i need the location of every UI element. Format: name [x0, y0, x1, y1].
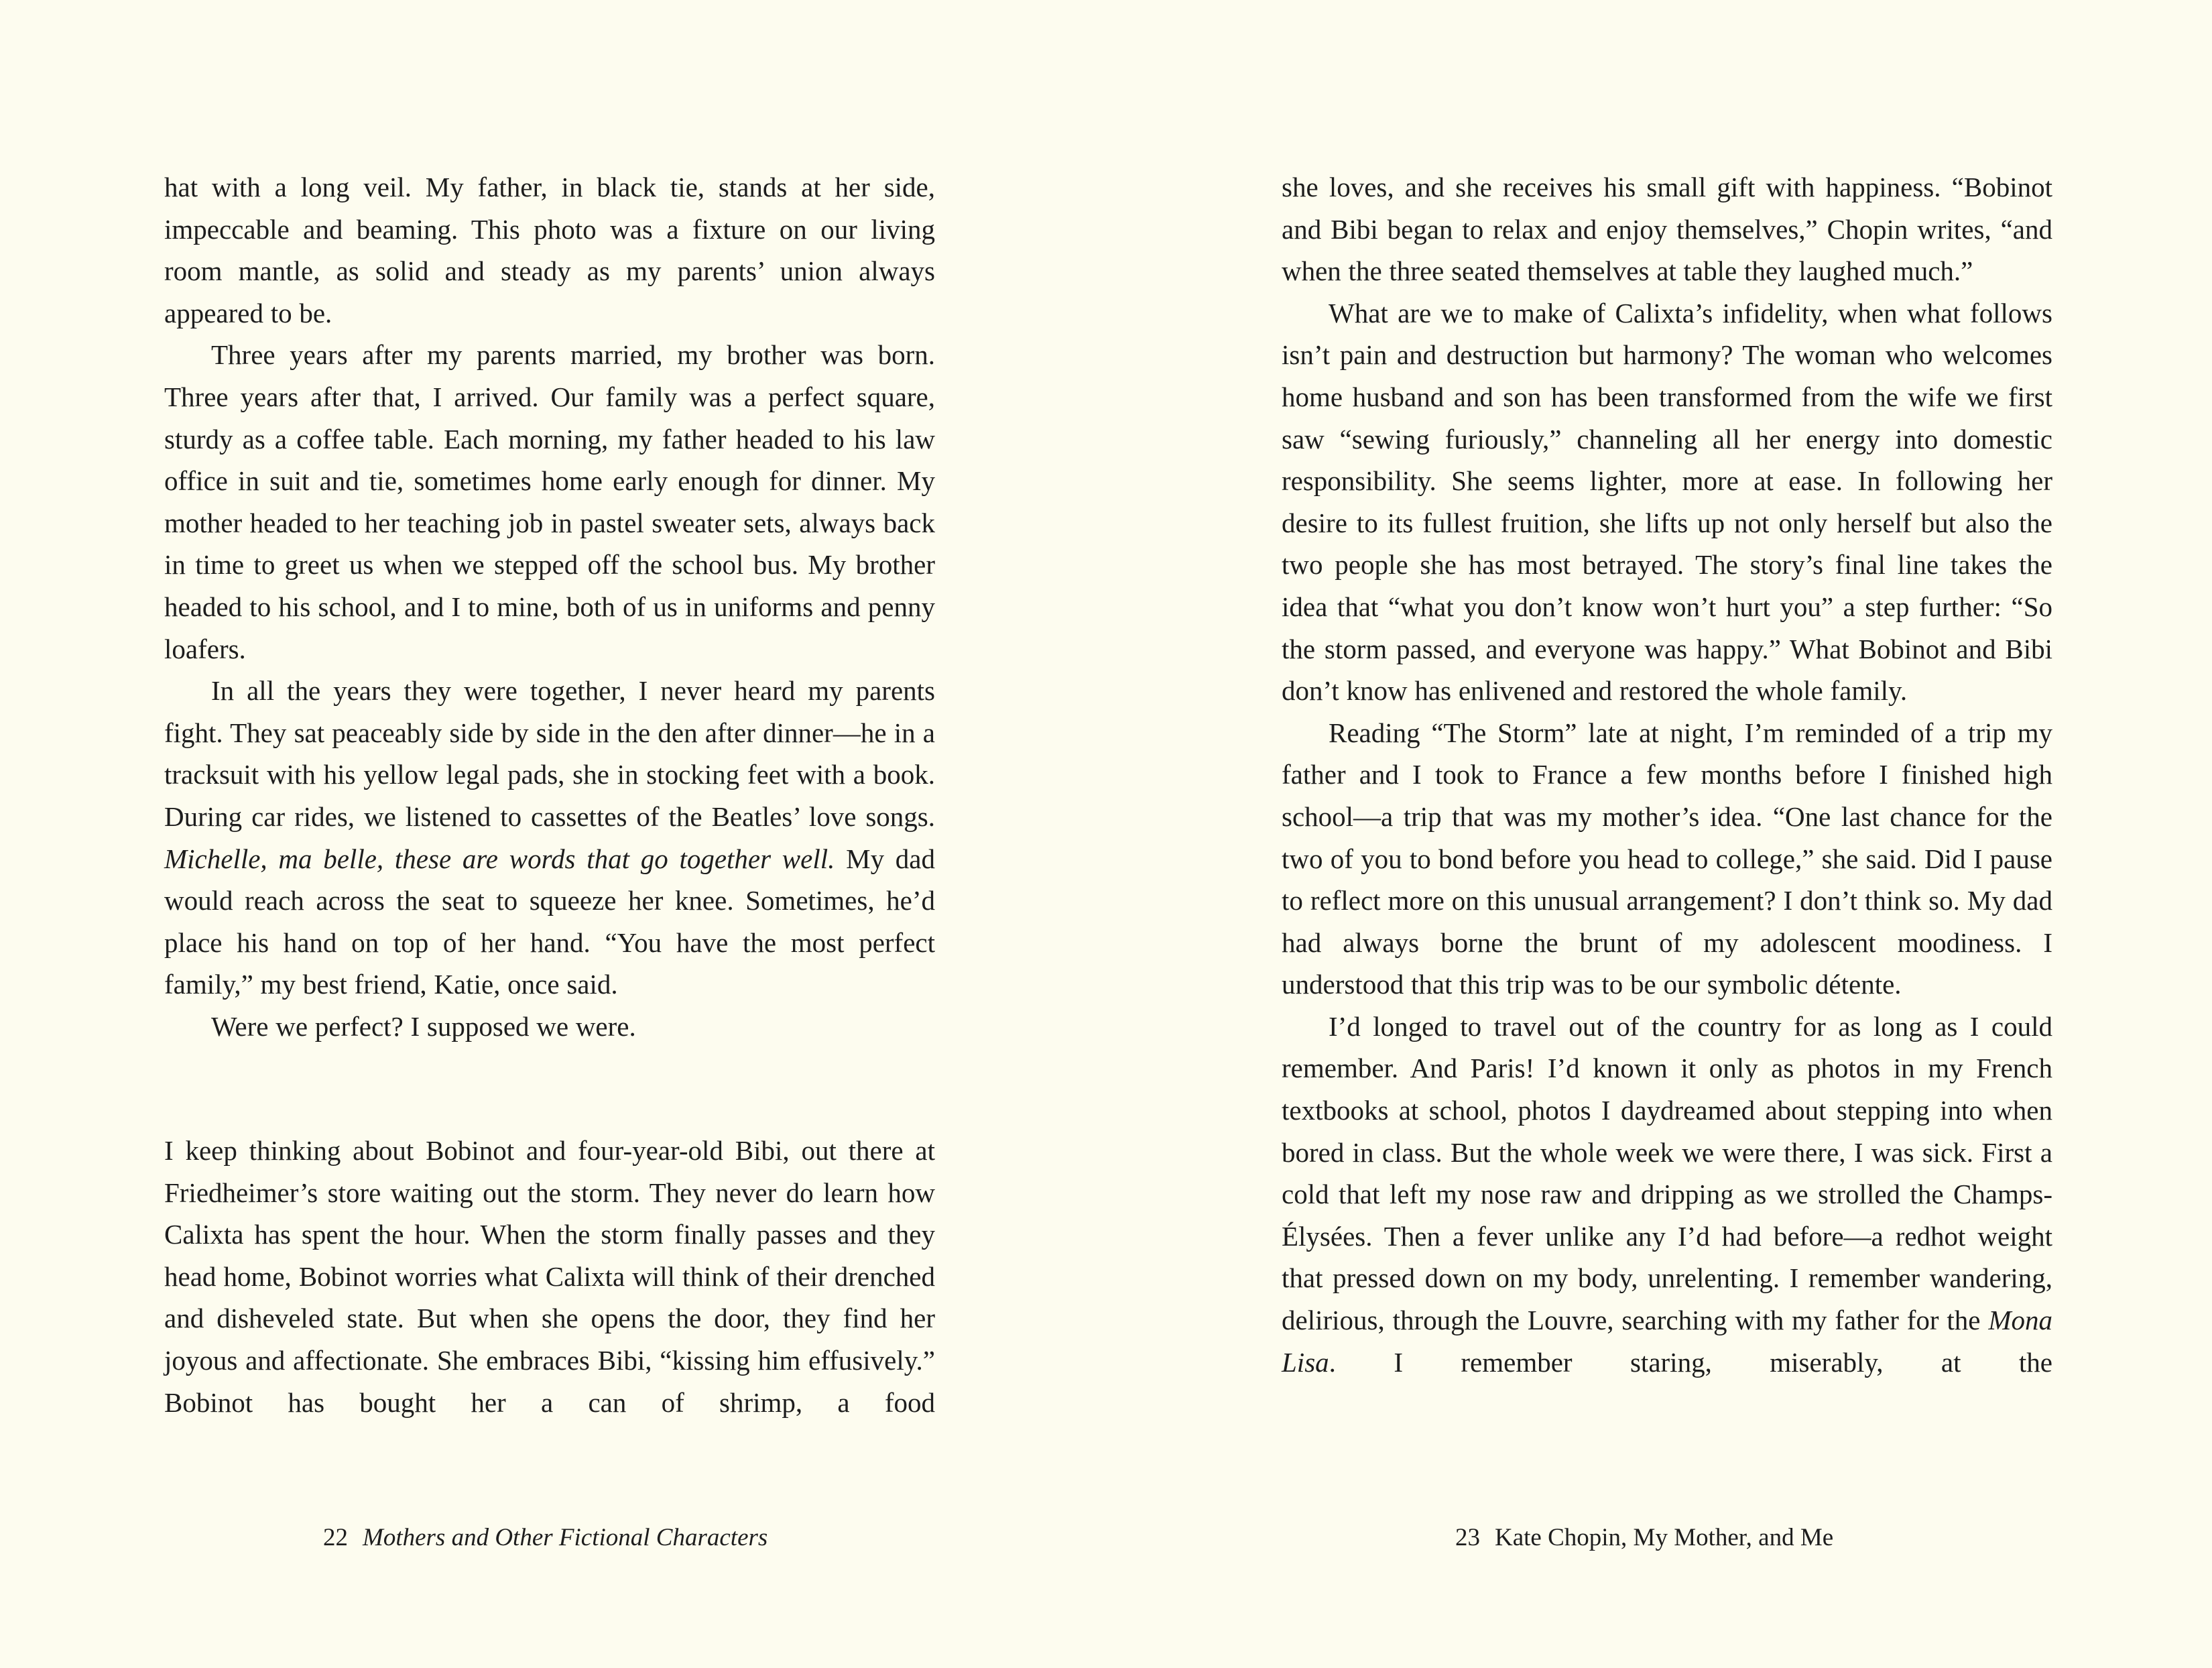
- paragraph: [164, 670, 935, 1006]
- song-lyric-italic: Michelle, ma belle, these are words that go together well.: [164, 843, 835, 874]
- right-page-text-block: [1282, 166, 2052, 1383]
- paragraph-text: In all the years they were together, I never heard my parents fight. They sat peaceably side by side in the den after dinner—he in a tracksuit with his yellow legal pads, she in stocking feet with a book. During car rides, we listened to cassettes of the Beatles’ love songs.: [164, 675, 935, 832]
- left-page-section-break-text: [164, 1130, 935, 1423]
- paragraph-text: . I remember staring, miserably, at the: [1329, 1346, 2052, 1378]
- paragraph: she loves, and she receives his small gift with happiness. “Bobinot and Bibi began to relax and enjoy themselves,” Chopin writes, “and when the three seated themselves at table they laughed much.”: [1282, 172, 2052, 287]
- paragraph: [1282, 1006, 2052, 1383]
- left-page-footer: [323, 1523, 767, 1553]
- page-number: 22: [323, 1524, 348, 1551]
- paragraph: Were we perfect? I supposed we were.: [211, 1010, 636, 1042]
- paragraph-text: I’d longed to travel out of the country for as long as I could remember. And Paris! I’d known it only as photos in my French textbooks at school, photos I daydreamed about stepping into when bored in class. But the whole week we were there, I was sick. First a cold that left my nose raw and dripping as we strolled the Champs-Élysées. Then a fever unlike any I’d had before—a redhot weight that pressed down on my body, unrelenting. I remember wandering, delirious, through the Louvre, searching with my father for the: [1282, 1010, 2052, 1336]
- running-head: Mothers and Other Fictional Characters: [363, 1524, 768, 1551]
- page-number: 23: [1455, 1524, 1480, 1551]
- paragraph-text: My dad would reach across the seat to squeeze her knee. Sometimes, he’d place his hand on top of her hand. “You have the most perfect family,” my best friend, Katie, once said.: [164, 843, 936, 1000]
- artwork-title-italic: Mona Lisa: [1282, 1305, 2052, 1378]
- paragraph: Reading “The Storm” late at night, I’m reminded of a trip my father and I took to France a few months before I finished high school—a trip that was my mother’s idea. “One last chance for the two of you to bond before you head to college,” she said. Did I pause to reflect more on this unusual arrangement? I don’t think so. My dad had always borne the brunt of my adolescent moodiness. I understood that this trip was to be our symbolic détente.: [1282, 717, 2052, 1000]
- paragraph: What are we to make of Calixta’s infidelity, when what follows isn’t pain and destruction but harmony? The woman who welcomes home husband and son has been transformed from the wife we first saw “sewing furiously,” channeling all her energy into domestic responsibility. She seems lighter, more at ease. In following her desire to its fullest fruition, she lifts up not only herself but also the two people she has most betrayed. The story’s final line takes the idea that “what you don’t know won’t hurt you” a step further: “So the storm passed, and everyone was happy.” What Bobinot and Bibi don’t know has enlivened and restored the whole family.: [1282, 297, 2052, 707]
- running-head: Kate Chopin, My Mother, and Me: [1495, 1524, 1834, 1551]
- paragraph: hat with a long veil. My father, in black tie, stands at her side, impeccable and beaming. This photo was a fixture on our living room mantle, as solid and steady as my parents’ union always appeared to be.: [164, 172, 935, 329]
- paragraph: Three years after my parents married, my brother was born. Three years after that, I arrived. Our family was a perfect square, sturdy as a coffee table. Each morning, my father headed to his law office in suit and tie, sometimes home early enough for dinner. My mother headed to her teaching job in pastel sweater sets, always back in time to greet us when we stepped off the school bus. My brother headed to his school, and I to mine, both of us in uniforms and penny loafers.: [164, 339, 935, 664]
- left-page-text-block: [164, 166, 935, 1047]
- right-page-footer: [1455, 1523, 1833, 1553]
- right-page: [1106, 0, 2212, 1668]
- paragraph: I keep thinking about Bobinot and four-year-old Bibi, out there at Friedheimer’s store waiting out the storm. They never do learn how Calixta has spent the hour. When the storm finally passes and they head home, Bobinot worries what Calixta will think of their drenched and disheveled state. But when she opens the door, they find her joyous and affectionate. She embraces Bibi, “kissing him effusively.” Bobinot has bought her a can of shrimp, a food: [164, 1135, 935, 1418]
